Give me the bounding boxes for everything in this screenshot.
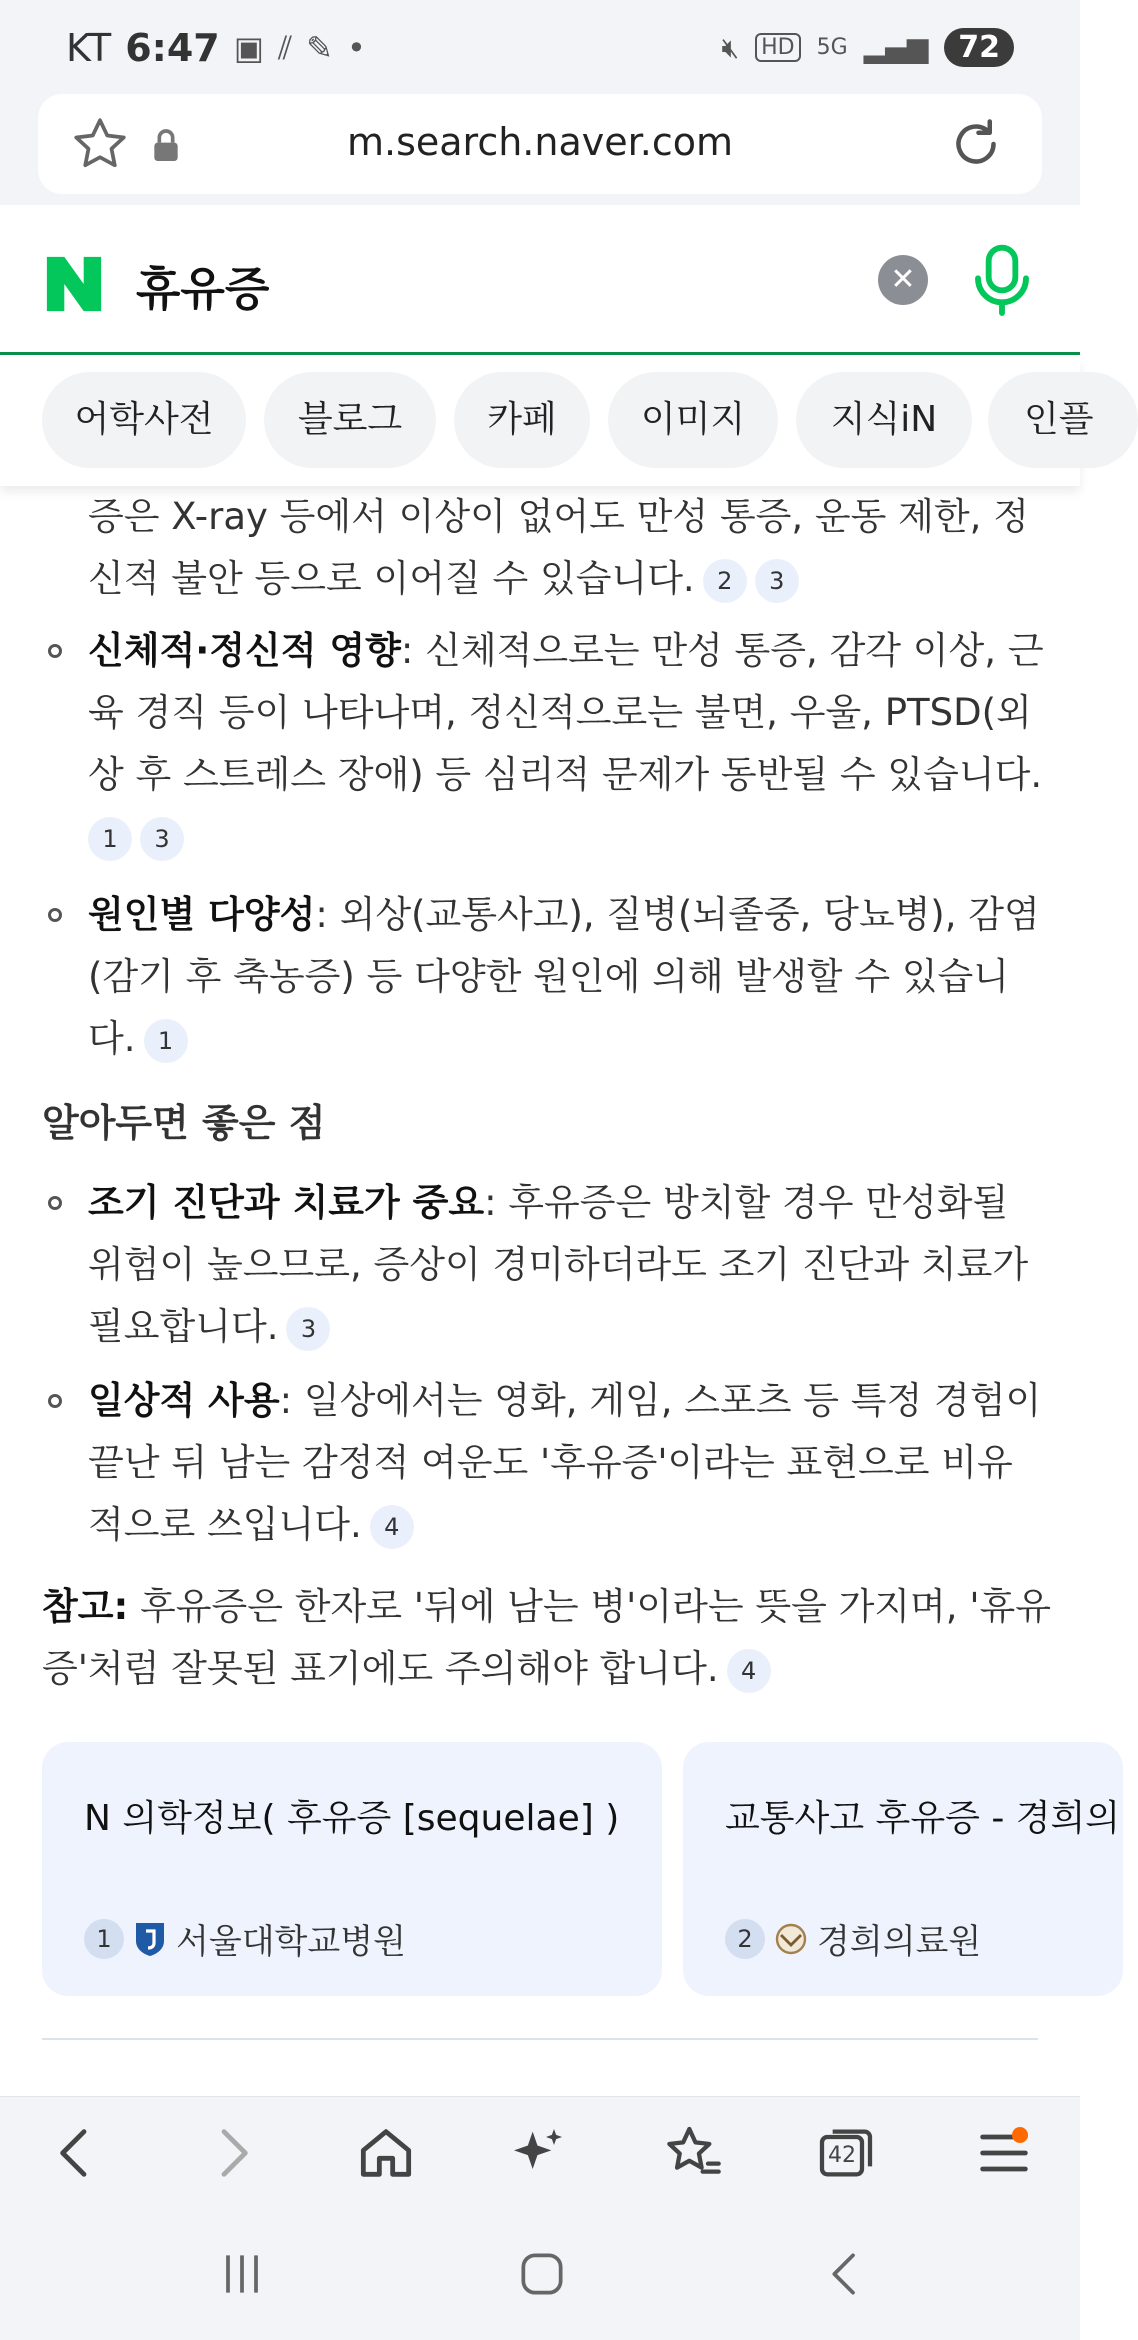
menu-button[interactable] [972, 2121, 1036, 2185]
reload-icon[interactable] [946, 114, 1006, 174]
home-nav-icon[interactable] [514, 2246, 570, 2302]
bullet-icon [48, 1394, 62, 1408]
forward-icon[interactable] [200, 2121, 264, 2185]
citation-badge[interactable]: 4 [727, 1649, 771, 1693]
battery-indicator: 72 [944, 28, 1014, 67]
source-card-source [84, 1914, 406, 1963]
back-icon[interactable] [44, 2121, 108, 2185]
recent-apps-icon[interactable] [214, 2246, 270, 2302]
bullet-icon [48, 908, 62, 922]
source-card[interactable] [42, 1742, 662, 1996]
source-number: 1 [84, 1919, 124, 1959]
item-text: 상 후 스트레스 장애) 등 심리적 문제가 동반될 수 있습니다. [88, 753, 1043, 796]
bookmarks-icon[interactable] [660, 2121, 724, 2185]
back-nav-icon[interactable] [818, 2246, 874, 2302]
tab-blog[interactable]: 블로그 [264, 372, 436, 468]
item-text: : 일상에서는 영화, 게임, 스포츠 등 특정 경험이 [279, 1379, 1042, 1422]
note-line [42, 1576, 1051, 1638]
paragraph-text: 신적 불안 등으로 이어질 수 있습니다. [88, 557, 695, 600]
source-card[interactable] [683, 1742, 1123, 1996]
address-bar[interactable] [38, 94, 1042, 194]
paragraph-line [88, 548, 799, 610]
item-title: 조기 진단과 치료가 중요 [88, 1181, 485, 1224]
source-name: 경희의료원 [817, 1922, 982, 1962]
citation-badge[interactable]: 1 [88, 817, 132, 861]
item-text: 다. [88, 1017, 136, 1060]
citation-row [80, 806, 184, 868]
source-number: 2 [725, 1919, 765, 1959]
khmc-logo-icon [771, 1919, 811, 1959]
ai-sparkle-icon[interactable] [506, 2121, 570, 2185]
list-item-end [88, 1494, 414, 1556]
tab-dictionary[interactable]: 어학사전 [42, 372, 246, 468]
note-text: 후유증은 한자로 '뒤에 남는 병'이라는 뜻을 가지며, '휴유 [128, 1585, 1051, 1628]
carrier-label: KT [66, 26, 112, 70]
tabs-button[interactable] [814, 2121, 878, 2185]
bullet-icon [48, 644, 62, 658]
dot-icon: • [347, 29, 366, 67]
tab-kin[interactable]: 지식iN [796, 372, 972, 468]
source-card-title: N 의학정보( 후유증 [sequelae] ) [84, 1798, 620, 1839]
list-item-end [88, 1008, 188, 1070]
item-text: 끝난 뒤 남는 감정적 여운도 '후유증'이라는 표현으로 비유 [88, 1441, 1013, 1484]
item-text: : 후유증은 방치할 경우 만성화될 [484, 1181, 1009, 1224]
list-item [88, 1172, 1008, 1234]
network-icon: 5G [816, 35, 848, 60]
citation-badge[interactable]: 4 [370, 1505, 414, 1549]
citation-badge[interactable]: 2 [703, 559, 747, 603]
note-line [42, 1638, 771, 1700]
list-item-end [88, 1296, 330, 1358]
clock: 6:47 [125, 26, 220, 70]
list-item [88, 1370, 1041, 1432]
note-label: 참고: [42, 1585, 129, 1628]
citation-badge[interactable]: 3 [140, 817, 184, 861]
bullet-icon [48, 1196, 62, 1210]
citation-badge[interactable]: 3 [286, 1307, 330, 1351]
item-title: 신체적·정신적 영향 [88, 629, 401, 672]
item-text: 필요합니다. [88, 1305, 279, 1348]
system-navigation-bar [0, 2206, 1080, 2340]
source-card-title: 교통사고 후유증 - 경희의 [725, 1798, 1121, 1839]
browser-toolbar [0, 2096, 1080, 2206]
item-text: 육 경직 등이 나타나며, 정신적으로는 불면, 우울, PTSD(외 [88, 691, 1032, 734]
item-text: 위험이 높으므로, 증상이 경미하더라도 조기 진단과 치료가 [88, 1243, 1029, 1286]
source-name: 서울대학교병원 [176, 1922, 406, 1962]
list-item [88, 620, 1044, 682]
paragraph-line: 증은 X-ray 등에서 이상이 없어도 만성 통증, 운동 제한, 정 [88, 495, 1029, 538]
signal-icon: ▂▄▆ [863, 31, 929, 64]
microphone-icon[interactable] [970, 243, 1034, 319]
snuh-logo-icon [130, 1919, 170, 1959]
hd-icon: HD [755, 33, 800, 62]
item-text: : 신체적으로는 만성 통증, 감각 이상, 근 [400, 629, 1044, 672]
tab-image[interactable]: 이미지 [608, 372, 778, 468]
item-title: 원인별 다양성 [88, 893, 316, 936]
mute-icon: 🔇︎ [721, 30, 740, 64]
item-text: : 외상(교통사고), 질병(뇌졸중, 당뇨병), 감염 [315, 893, 1040, 936]
browser-top-area [0, 0, 1080, 205]
ai-answer-content [0, 486, 1121, 2096]
notification-dot [1012, 2127, 1028, 2143]
home-icon[interactable] [354, 2121, 418, 2185]
pen-icon: ✎ [306, 29, 334, 67]
screenshot-icon: ▣ [233, 29, 264, 67]
divider [42, 2038, 1038, 2040]
citation-badge[interactable]: 1 [144, 1019, 188, 1063]
source-card-source [725, 1914, 981, 1963]
tab-count: 42 [828, 2143, 856, 2168]
status-bar [0, 0, 1080, 92]
tab-influencer[interactable]: 인플 [988, 372, 1138, 468]
item-text: (감기 후 축농증) 등 다양한 원인에 의해 발생할 수 있습니 [88, 955, 1010, 998]
section-title: 알아두면 좋은 점 [42, 1101, 326, 1145]
clear-search-button[interactable]: ✕ [878, 255, 928, 305]
note-text: 증'처럼 잘못된 표기에도 주의해야 합니다. [42, 1647, 719, 1690]
tab-cafe[interactable]: 카페 [454, 372, 590, 468]
list-item [88, 884, 1040, 946]
item-text: 적으로 쓰입니다. [88, 1503, 362, 1546]
search-category-tabs [0, 358, 1094, 486]
search-input[interactable]: 휴유증 [136, 262, 270, 316]
sync-icon: ⫽ [277, 28, 293, 67]
naver-logo-icon[interactable] [42, 253, 106, 315]
search-bar [0, 205, 1080, 355]
citation-badge[interactable]: 3 [755, 559, 799, 603]
url-text[interactable]: m.search.naver.com [346, 120, 733, 164]
item-title: 일상적 사용 [88, 1379, 280, 1422]
